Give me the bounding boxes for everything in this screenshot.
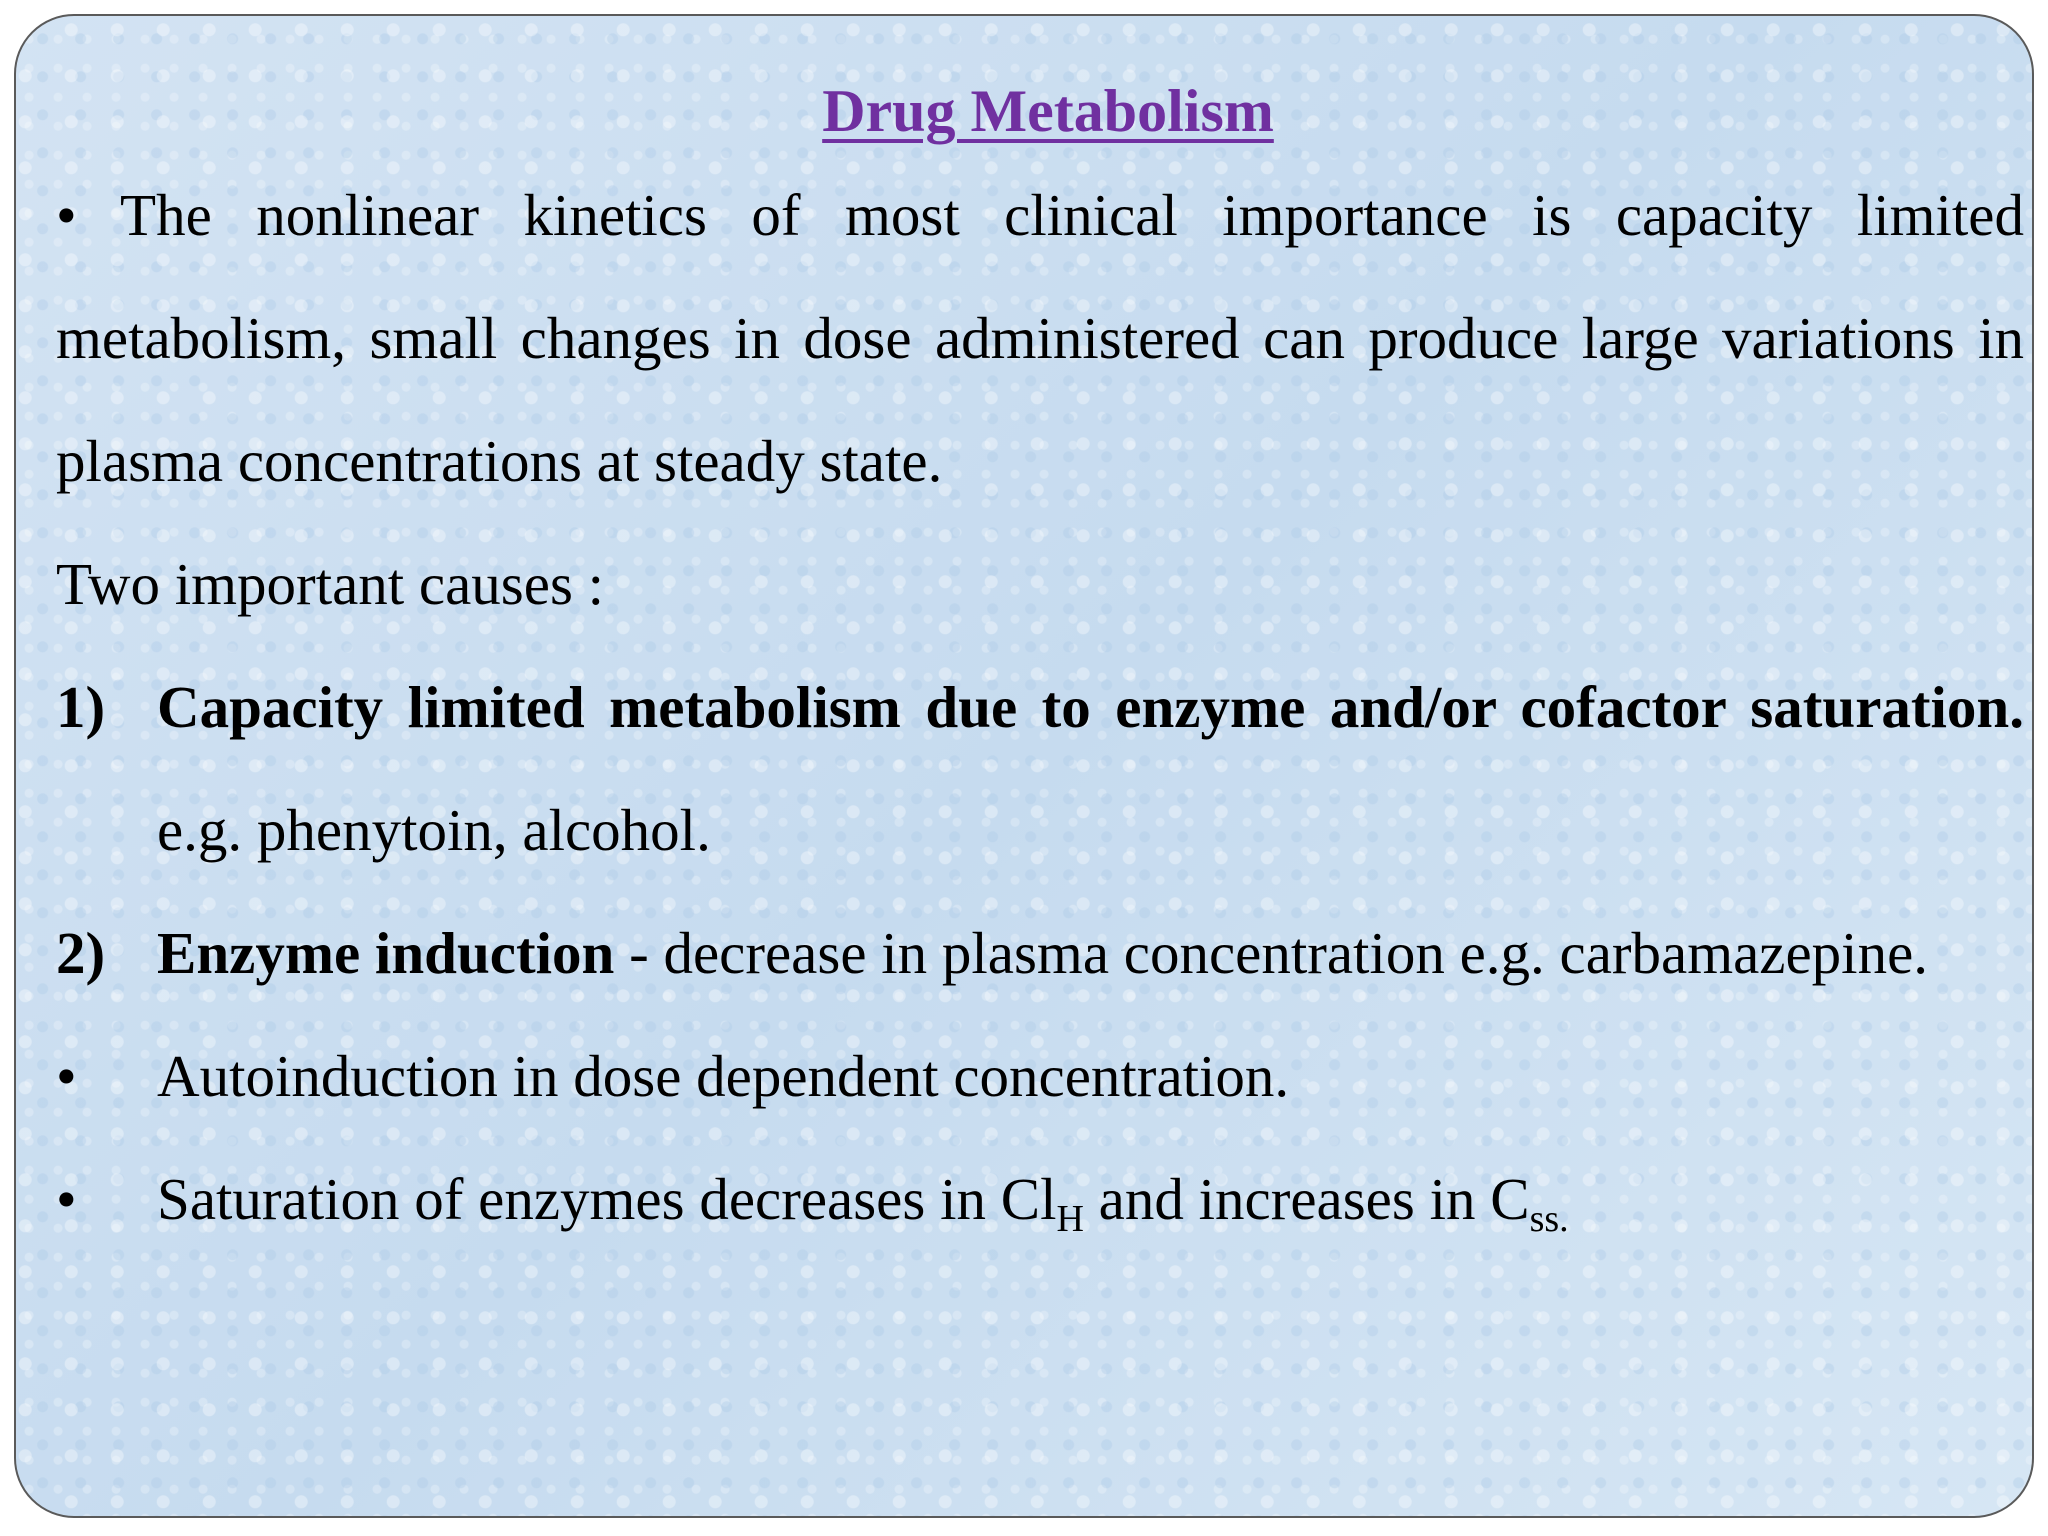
point-item-1: [56, 1015, 2024, 1138]
slide-content: [56, 76, 2024, 1261]
cause-example-text: - decrease in plasma concentration e.g. carbamazepine.: [614, 920, 1929, 986]
cause-bold-text: Enzyme induction: [157, 920, 615, 986]
slide: [14, 14, 2034, 1518]
cause-text: [157, 892, 2024, 1015]
intro-bullet: •: [56, 182, 77, 248]
cause-marker: 2): [56, 920, 106, 986]
point-text: Autoinduction in dose dependent concentration.: [157, 1043, 1290, 1109]
causes-heading: Two important causes :: [56, 551, 605, 617]
cause-text: [157, 646, 2024, 892]
cause-bold-text: Capacity limited metabolism due to enzyme and/or cofactor saturation.: [157, 674, 2024, 740]
bullet-marker: •: [56, 1166, 77, 1232]
point-text-part: Saturation of enzymes decreases in Cl: [157, 1166, 1057, 1232]
intro-paragraph: [56, 154, 2024, 523]
cause-example-text: e.g. phenytoin, alcohol.: [157, 797, 711, 863]
point-text-part: and increases in C: [1083, 1166, 1530, 1232]
subscript-ss: ss.: [1529, 1198, 1569, 1240]
cause-item-2: [56, 892, 2024, 1015]
cause-item-1: [56, 646, 2024, 892]
bullet-marker: •: [56, 1043, 77, 1109]
intro-text: The nonlinear kinetics of most clinical importance is capacity limited metabolism, small changes in dose administered can produce large variations in plasma concentrations at steady state.: [56, 182, 2024, 494]
cause-marker: 1): [56, 674, 106, 740]
point-text: [157, 1138, 2024, 1261]
point-item-2: [56, 1138, 2024, 1261]
slide-title: Drug Metabolism: [822, 78, 1274, 144]
subscript-h: H: [1056, 1198, 1084, 1240]
